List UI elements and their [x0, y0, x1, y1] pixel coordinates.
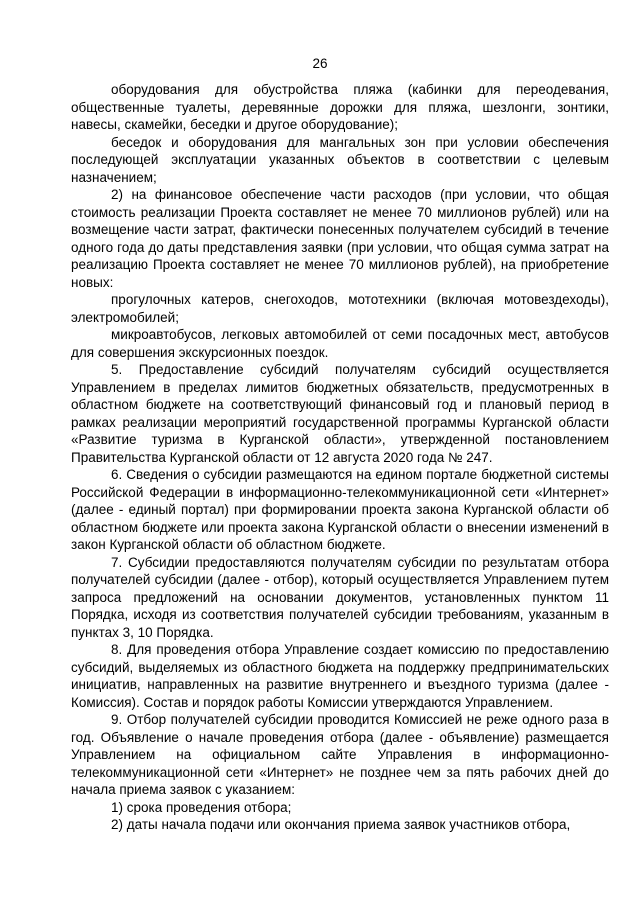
paragraph: 6. Сведения о субсидии размещаются на едином портале бюджетной системы Российской Федерации в информационно-телекоммуникационной сети «Интернет» (далее - единый портал) при формировании проекта закона Курганской области об областном бюджете или проекта закона Курганской области о внесении изменений в закон Курганской области об областном бюджете.: [71, 467, 609, 552]
paragraph: прогулочных катеров, снегоходов, мототехники (включая мотовездеходы), электромобилей;: [71, 292, 609, 325]
paragraph: 5. Предоставление субсидий получателям субсидий осуществляется Управлением в пределах лимитов бюджетных обязательств, предусмотренных в областном бюджете на соответствующий финансовый год и плановый период в рамках реализации мероприятий государственной программы Курганской области «Развитие туризма в Курганской области», утвержденной постановлением Правительства Курганской области от 12 августа 2020 года № 247.: [71, 362, 609, 465]
paragraph: беседок и оборудования для мангальных зон при условии обеспечения последующей эксплуатации указанных объектов в соответствии с целевым назначением;: [71, 134, 609, 185]
paragraph: 8. Для проведения отбора Управление создает комиссию по предоставлению субсидий, выделяемых из областного бюджета на поддержку предпринимательских инициатив, направленных на развитие внутреннего и въездного туризма (далее - Комиссия). Состав и порядок работы Комиссии утверждаются Управлением.: [71, 642, 609, 710]
paragraph: 1) срока проведения отбора;: [111, 799, 292, 815]
paragraph: 2) на финансовое обеспечение части расходов (при условии, что общая стоимость реализации Проекта составляет не менее 70 миллионов рублей) или на возмещение части затрат, фактически понесенных получателем субсидий в течение одного года до даты представления заявки (при условии, что общая сумма затрат на реализацию Проекта составляет не менее 70 миллионов рублей), на приобретение новых:: [71, 187, 609, 290]
page-number: 26: [312, 56, 328, 71]
paragraph: 9. Отбор получателей субсидии проводится Комиссией не реже одного раза в год. Объявление о начале проведения отбора (далее - объявление) размещается Управлением на официальном сайте Управления в информационно-телекоммуникационной сети «Интернет» не позднее чем за пять рабочих дней до начала приема заявок с указанием:: [71, 712, 609, 797]
paragraph: 2) даты начала подачи или окончания приема заявок участников отбора,: [111, 817, 571, 832]
paragraph: микроавтобусов, легковых автомобилей от семи посадочных мест, автобусов для совершения экскурсионных поездок.: [71, 327, 609, 360]
body-text: [71, 81, 609, 834]
paragraph: 7. Субсидии предоставляются получателям субсидии по результатам отбора получателей субсидии (далее - отбор), который осуществляется Управлением путем запроса предложений на основании документов, установленных пунктом 11 Порядка, исходя из соответствия получателей субсидии требованиям, указанным в пунктах 3, 10 Порядка.: [71, 554, 609, 640]
paragraph: оборудования для обустройства пляжа (кабинки для переодевания, общественные туалеты, деревянные дорожки для пляжа, шезлонги, зонтики, навесы, скамейки, беседки и другое оборудование);: [71, 82, 609, 132]
